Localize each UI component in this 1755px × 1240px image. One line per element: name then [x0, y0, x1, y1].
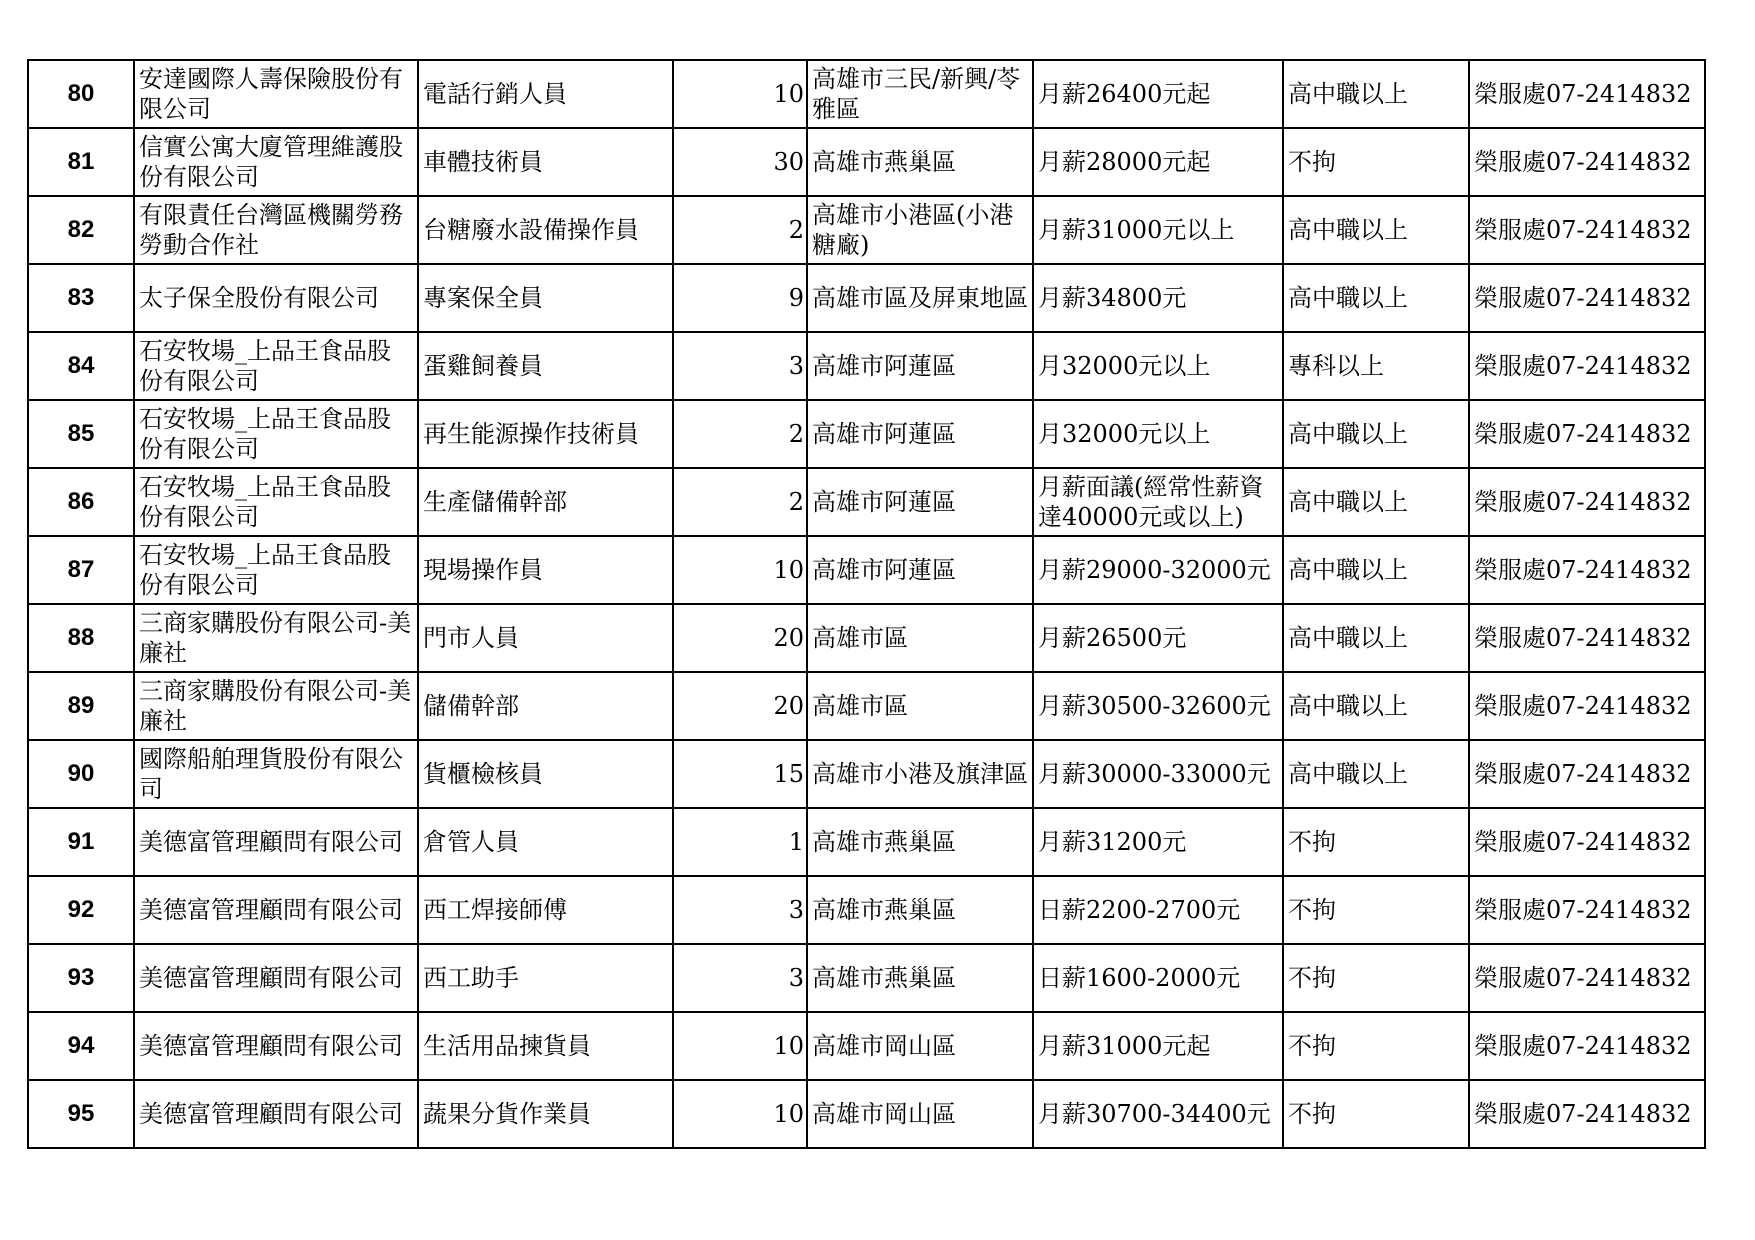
work-location: 高雄市區: [807, 672, 1033, 740]
opening-count: 2: [673, 400, 807, 468]
education-requirement: 不拘: [1283, 808, 1469, 876]
row-number: 92: [28, 876, 134, 944]
company-name: 美德富管理顧問有限公司: [134, 1012, 418, 1080]
opening-count: 3: [673, 876, 807, 944]
salary: 月薪30500-32600元: [1033, 672, 1283, 740]
row-number: 95: [28, 1080, 134, 1148]
opening-count: 1: [673, 808, 807, 876]
education-requirement: 不拘: [1283, 876, 1469, 944]
table-row: [28, 672, 1705, 740]
job-position: 生活用品揀貨員: [418, 1012, 673, 1080]
job-position: 生產儲備幹部: [418, 468, 673, 536]
work-location: 高雄市區: [807, 604, 1033, 672]
table-row: [28, 944, 1705, 1012]
education-requirement: 不拘: [1283, 128, 1469, 196]
company-name: 有限責任台灣區機關勞務勞動合作社: [134, 196, 418, 264]
work-location: 高雄市岡山區: [807, 1012, 1033, 1080]
job-position: 門市人員: [418, 604, 673, 672]
table-row: [28, 468, 1705, 536]
contact-info: 榮服處07-2414832: [1469, 604, 1705, 672]
job-listings-body: [28, 60, 1705, 1148]
work-location: 高雄市阿蓮區: [807, 536, 1033, 604]
table-row: [28, 332, 1705, 400]
row-number: 89: [28, 672, 134, 740]
company-name: 三商家購股份有限公司-美廉社: [134, 604, 418, 672]
company-name: 美德富管理顧問有限公司: [134, 808, 418, 876]
company-name: 美德富管理顧問有限公司: [134, 944, 418, 1012]
job-position: 西工焊接師傅: [418, 876, 673, 944]
table-row: [28, 60, 1705, 128]
contact-info: 榮服處07-2414832: [1469, 332, 1705, 400]
contact-info: 榮服處07-2414832: [1469, 400, 1705, 468]
table-row: [28, 808, 1705, 876]
contact-info: 榮服處07-2414832: [1469, 60, 1705, 128]
salary: 月32000元以上: [1033, 332, 1283, 400]
salary: 月薪28000元起: [1033, 128, 1283, 196]
job-position: 專案保全員: [418, 264, 673, 332]
opening-count: 10: [673, 60, 807, 128]
company-name: 三商家購股份有限公司-美廉社: [134, 672, 418, 740]
row-number: 83: [28, 264, 134, 332]
work-location: 高雄市三民/新興/苓雅區: [807, 60, 1033, 128]
job-position: 蔬果分貨作業員: [418, 1080, 673, 1148]
opening-count: 20: [673, 672, 807, 740]
table-row: [28, 264, 1705, 332]
salary: 月薪31200元: [1033, 808, 1283, 876]
salary: 月薪31000元以上: [1033, 196, 1283, 264]
opening-count: 20: [673, 604, 807, 672]
row-number: 93: [28, 944, 134, 1012]
work-location: 高雄市小港區(小港糖廠): [807, 196, 1033, 264]
work-location: 高雄市阿蓮區: [807, 332, 1033, 400]
contact-info: 榮服處07-2414832: [1469, 944, 1705, 1012]
salary: 月32000元以上: [1033, 400, 1283, 468]
contact-info: 榮服處07-2414832: [1469, 1080, 1705, 1148]
salary: 月薪26500元: [1033, 604, 1283, 672]
table-row: [28, 740, 1705, 808]
education-requirement: 不拘: [1283, 944, 1469, 1012]
table-row: [28, 604, 1705, 672]
work-location: 高雄市燕巢區: [807, 808, 1033, 876]
education-requirement: 高中職以上: [1283, 468, 1469, 536]
contact-info: 榮服處07-2414832: [1469, 740, 1705, 808]
education-requirement: 高中職以上: [1283, 60, 1469, 128]
table-row: [28, 196, 1705, 264]
job-position: 再生能源操作技術員: [418, 400, 673, 468]
salary: 月薪34800元: [1033, 264, 1283, 332]
job-position: 現場操作員: [418, 536, 673, 604]
opening-count: 10: [673, 1012, 807, 1080]
salary: 月薪26400元起: [1033, 60, 1283, 128]
job-position: 車體技術員: [418, 128, 673, 196]
work-location: 高雄市區及屏東地區: [807, 264, 1033, 332]
table-row: [28, 400, 1705, 468]
company-name: 美德富管理顧問有限公司: [134, 1080, 418, 1148]
salary: 月薪29000-32000元: [1033, 536, 1283, 604]
contact-info: 榮服處07-2414832: [1469, 468, 1705, 536]
company-name: 國際船舶理貨股份有限公司: [134, 740, 418, 808]
table-row: [28, 536, 1705, 604]
company-name: 石安牧場_上品王食品股份有限公司: [134, 468, 418, 536]
work-location: 高雄市岡山區: [807, 1080, 1033, 1148]
row-number: 90: [28, 740, 134, 808]
job-listings-table: [27, 59, 1706, 1149]
opening-count: 10: [673, 536, 807, 604]
row-number: 81: [28, 128, 134, 196]
row-number: 80: [28, 60, 134, 128]
salary: 月薪31000元起: [1033, 1012, 1283, 1080]
education-requirement: 高中職以上: [1283, 604, 1469, 672]
company-name: 信實公寓大廈管理維護股份有限公司: [134, 128, 418, 196]
row-number: 91: [28, 808, 134, 876]
work-location: 高雄市阿蓮區: [807, 468, 1033, 536]
contact-info: 榮服處07-2414832: [1469, 536, 1705, 604]
row-number: 88: [28, 604, 134, 672]
row-number: 87: [28, 536, 134, 604]
work-location: 高雄市燕巢區: [807, 944, 1033, 1012]
job-position: 電話行銷人員: [418, 60, 673, 128]
education-requirement: 高中職以上: [1283, 264, 1469, 332]
opening-count: 15: [673, 740, 807, 808]
row-number: 94: [28, 1012, 134, 1080]
contact-info: 榮服處07-2414832: [1469, 196, 1705, 264]
job-position: 台糖廢水設備操作員: [418, 196, 673, 264]
opening-count: 30: [673, 128, 807, 196]
company-name: 美德富管理顧問有限公司: [134, 876, 418, 944]
row-number: 84: [28, 332, 134, 400]
row-number: 82: [28, 196, 134, 264]
salary: 日薪1600-2000元: [1033, 944, 1283, 1012]
contact-info: 榮服處07-2414832: [1469, 876, 1705, 944]
table-row: [28, 876, 1705, 944]
contact-info: 榮服處07-2414832: [1469, 1012, 1705, 1080]
job-position: 貨櫃檢核員: [418, 740, 673, 808]
education-requirement: 不拘: [1283, 1080, 1469, 1148]
table-row: [28, 1080, 1705, 1148]
education-requirement: 高中職以上: [1283, 740, 1469, 808]
table-row: [28, 128, 1705, 196]
education-requirement: 高中職以上: [1283, 536, 1469, 604]
table-row: [28, 1012, 1705, 1080]
contact-info: 榮服處07-2414832: [1469, 128, 1705, 196]
education-requirement: 高中職以上: [1283, 400, 1469, 468]
company-name: 石安牧場_上品王食品股份有限公司: [134, 536, 418, 604]
contact-info: 榮服處07-2414832: [1469, 264, 1705, 332]
work-location: 高雄市小港及旗津區: [807, 740, 1033, 808]
contact-info: 榮服處07-2414832: [1469, 808, 1705, 876]
contact-info: 榮服處07-2414832: [1469, 672, 1705, 740]
company-name: 石安牧場_上品王食品股份有限公司: [134, 400, 418, 468]
row-number: 86: [28, 468, 134, 536]
work-location: 高雄市燕巢區: [807, 876, 1033, 944]
education-requirement: 專科以上: [1283, 332, 1469, 400]
education-requirement: 高中職以上: [1283, 196, 1469, 264]
opening-count: 3: [673, 944, 807, 1012]
work-location: 高雄市燕巢區: [807, 128, 1033, 196]
education-requirement: 高中職以上: [1283, 672, 1469, 740]
job-position: 倉管人員: [418, 808, 673, 876]
opening-count: 9: [673, 264, 807, 332]
company-name: 石安牧場_上品王食品股份有限公司: [134, 332, 418, 400]
job-position: 西工助手: [418, 944, 673, 1012]
company-name: 太子保全股份有限公司: [134, 264, 418, 332]
education-requirement: 不拘: [1283, 1012, 1469, 1080]
work-location: 高雄市阿蓮區: [807, 400, 1033, 468]
company-name: 安達國際人壽保險股份有限公司: [134, 60, 418, 128]
opening-count: 3: [673, 332, 807, 400]
salary: 月薪面議(經常性薪資達40000元或以上): [1033, 468, 1283, 536]
salary: 日薪2200-2700元: [1033, 876, 1283, 944]
salary: 月薪30700-34400元: [1033, 1080, 1283, 1148]
opening-count: 2: [673, 468, 807, 536]
job-position: 儲備幹部: [418, 672, 673, 740]
opening-count: 10: [673, 1080, 807, 1148]
salary: 月薪30000-33000元: [1033, 740, 1283, 808]
row-number: 85: [28, 400, 134, 468]
opening-count: 2: [673, 196, 807, 264]
job-position: 蛋雞飼養員: [418, 332, 673, 400]
